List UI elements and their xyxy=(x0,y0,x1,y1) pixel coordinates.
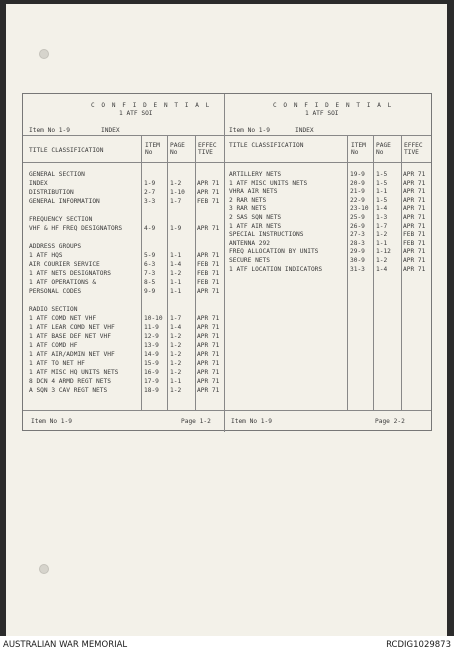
index-cell-title: SPECIAL INSTRUCTIONS xyxy=(229,231,304,239)
left-footer-page: Page 1-2 xyxy=(181,418,211,425)
index-cell-page: 1-2 xyxy=(170,360,182,367)
index-cell-page: 1-5 xyxy=(376,196,388,204)
index-cell-item: 11-9 xyxy=(144,324,159,331)
index-cell-page: 1-4 xyxy=(170,324,182,331)
index-cell-eff: APR 71 xyxy=(197,387,220,394)
index-cell-item: 1-9 xyxy=(144,180,156,187)
index-cell-title: 1 ATF COMD NET VHF xyxy=(29,315,97,322)
index-cell-title: 1 ATF LOCATION INDICATORS xyxy=(229,265,323,273)
index-cell-page: 1-2 xyxy=(170,333,182,340)
left-soi-subtitle: 1 ATF SOI xyxy=(119,110,153,117)
index-table xyxy=(22,93,432,431)
index-cell-page: 1-4 xyxy=(376,265,388,273)
index-cell-item: 19-9 xyxy=(350,171,365,178)
index-cell-page: 1-1 xyxy=(170,378,182,385)
index-cell-eff: APR 71 xyxy=(197,180,220,187)
index-cell-title: A SQN 3 CAV REGT NETS xyxy=(29,387,108,394)
left-col-title-header: TITLE CLASSIFICATION xyxy=(29,147,104,154)
index-cell-title: 1 ATF MISC UNITS NETS xyxy=(229,179,308,187)
index-cell-title: GENERAL SECTION xyxy=(29,171,85,178)
right-footer-item: Item No 1-9 xyxy=(231,418,272,425)
right-col-effective-header: EFFEC TIVE xyxy=(404,142,423,156)
index-cell-page: 1-5 xyxy=(376,171,388,178)
index-cell-page: 1-1 xyxy=(170,252,182,259)
index-cell-title: INDEX xyxy=(29,180,48,187)
header-rule xyxy=(23,135,431,136)
index-cell-title: 1 ATF TO NET HF xyxy=(29,360,85,367)
index-cell-eff: FEB 71 xyxy=(197,279,220,286)
index-cell-title: 1 ATF MISC HQ UNITS NETS xyxy=(29,369,119,376)
index-cell-title: VHRA AIR NETS xyxy=(229,188,278,196)
index-cell-item: 5-9 xyxy=(144,252,156,259)
index-cell-title: ANTENNA 292 xyxy=(229,239,270,247)
left-index-label: INDEX xyxy=(101,127,120,134)
index-cell-page: 1-12 xyxy=(376,248,391,256)
right-confidential-heading: C O N F I D E N T I A L xyxy=(273,102,393,109)
index-cell-item: 10-10 xyxy=(144,315,163,322)
index-cell-page: 1-2 xyxy=(170,342,182,349)
right-soi-subtitle: 1 ATF SOI xyxy=(305,110,339,117)
index-cell-item: 2-7 xyxy=(144,189,156,196)
index-cell-item: 30-9 xyxy=(350,257,365,264)
index-cell-page: 1-9 xyxy=(170,225,182,232)
index-cell-page: 1-1 xyxy=(376,188,388,196)
index-cell-eff: APR 71 xyxy=(197,333,220,340)
center-divider xyxy=(224,94,225,432)
index-cell-page: 1-7 xyxy=(376,222,388,230)
punch-hole xyxy=(39,564,49,574)
index-cell-page: 1-2 xyxy=(376,257,388,264)
index-cell-title: 1 ATF LEAR COMD NET VHF xyxy=(29,324,115,331)
archive-footer xyxy=(0,636,454,654)
index-cell-title: VHF & HF FREQ DESIGNATORS xyxy=(29,225,123,232)
index-cell-page: 1-7 xyxy=(170,315,182,322)
left-confidential-heading: C O N F I D E N T I A L xyxy=(91,102,211,109)
index-cell-page: 1-1 xyxy=(170,288,182,295)
index-cell-item: 12-9 xyxy=(144,333,159,340)
index-cell-eff: APR 71 xyxy=(197,342,220,349)
index-cell-title: SECURE NETS xyxy=(229,257,270,264)
index-cell-title: 3 RAR NETS xyxy=(229,205,267,213)
index-cell-title: 2 SAS SQN NETS xyxy=(229,214,282,221)
index-cell-eff: APR 71 xyxy=(403,179,426,187)
index-cell-title: 1 ATF OPERATIONS & xyxy=(29,279,97,286)
index-cell-title: 1 ATF NETS DESIGNATORS xyxy=(29,270,111,277)
left-footer-item: Item No 1-9 xyxy=(31,418,72,425)
index-cell-title: ADDRESS GROUPS xyxy=(29,243,82,250)
index-cell-page: 1-5 xyxy=(376,179,388,187)
index-cell-item: 8-5 xyxy=(144,279,156,286)
index-cell-title: DISTRIBUTION xyxy=(29,189,74,196)
index-cell-eff: APR 71 xyxy=(197,369,220,376)
index-cell-item: 9-9 xyxy=(144,288,156,295)
index-cell-item: 27-3 xyxy=(350,231,365,239)
index-cell-page: 1-1 xyxy=(376,239,388,247)
column-divider xyxy=(195,135,196,410)
archive-source: AUSTRALIAN WAR MEMORIAL xyxy=(3,640,128,650)
index-cell-eff: APR 71 xyxy=(197,360,220,367)
index-cell-eff: APR 71 xyxy=(403,214,426,221)
index-cell-title: GENERAL INFORMATION xyxy=(29,198,100,205)
index-cell-eff: APR 71 xyxy=(403,196,426,204)
index-cell-eff: APR 71 xyxy=(403,257,426,264)
index-cell-title: 1 ATF AIR/ADMIN NET VHF xyxy=(29,351,115,358)
index-cell-item: 16-9 xyxy=(144,369,159,376)
index-cell-item: 21-9 xyxy=(350,188,365,196)
index-cell-eff: APR 71 xyxy=(197,378,220,385)
column-divider xyxy=(167,135,168,410)
column-header-rule xyxy=(23,162,431,163)
index-cell-eff: APR 71 xyxy=(197,288,220,295)
right-footer-page: Page 2-2 xyxy=(375,418,405,425)
index-cell-title: FREQ ALLOCATION BY UNITS xyxy=(229,248,319,256)
index-cell-eff: APR 71 xyxy=(403,248,426,256)
index-cell-title: RADIO SECTION xyxy=(29,306,78,313)
index-cell-eff: APR 71 xyxy=(197,351,220,358)
index-cell-item: 26-9 xyxy=(350,222,365,230)
index-cell-eff: FEB 71 xyxy=(403,231,426,239)
index-cell-page: 1-2 xyxy=(170,180,182,187)
index-cell-item: 7-3 xyxy=(144,270,156,277)
index-cell-page: 1-3 xyxy=(376,214,388,221)
index-cell-item: 3-3 xyxy=(144,198,156,205)
index-cell-page: 1-2 xyxy=(376,231,388,239)
index-cell-eff: APR 71 xyxy=(403,265,426,273)
index-cell-page: 1-2 xyxy=(170,270,182,277)
right-index-label: INDEX xyxy=(295,127,314,134)
index-cell-page: 1-2 xyxy=(170,369,182,376)
left-col-item-header: ITEM No xyxy=(145,142,160,156)
right-col-item-header: ITEM No xyxy=(351,142,366,156)
column-divider xyxy=(141,135,142,410)
index-cell-item: 13-9 xyxy=(144,342,159,349)
index-cell-page: 1-1 xyxy=(170,279,182,286)
footer-rule xyxy=(23,410,431,411)
left-col-page-header: PAGE No xyxy=(170,142,185,156)
index-cell-page: 1-2 xyxy=(170,387,182,394)
right-item-number: Item No 1-9 xyxy=(229,127,270,134)
index-cell-title: 8 DCN 4 ARMD REGT NETS xyxy=(29,378,111,385)
index-cell-item: 31-3 xyxy=(350,265,365,273)
left-col-effective-header: EFFEC TIVE xyxy=(198,142,217,156)
index-cell-item: 23-10 xyxy=(350,205,369,213)
index-cell-eff: APR 71 xyxy=(403,188,426,196)
column-divider xyxy=(401,135,402,410)
index-cell-eff: APR 71 xyxy=(403,222,426,230)
index-cell-title: PERSONAL CODES xyxy=(29,288,82,295)
index-cell-eff: APR 71 xyxy=(403,205,426,213)
index-cell-item: 4-9 xyxy=(144,225,156,232)
index-cell-title: 1 ATF HQS xyxy=(29,252,63,259)
index-cell-page: 1-2 xyxy=(170,351,182,358)
index-cell-item: 14-9 xyxy=(144,351,159,358)
index-cell-item: 20-9 xyxy=(350,179,365,187)
index-cell-item: 17-9 xyxy=(144,378,159,385)
column-divider xyxy=(373,135,374,410)
index-cell-title: AIR COURIER SERVICE xyxy=(29,261,100,268)
left-item-number: Item No 1-9 xyxy=(29,127,70,134)
archive-reference: RCDIG1029873 xyxy=(386,640,451,650)
index-cell-title: FREQUENCY SECTION xyxy=(29,216,93,223)
index-cell-eff: APR 71 xyxy=(403,171,426,178)
index-cell-title: 1 ATF COMD HF xyxy=(29,342,78,349)
index-cell-eff: APR 71 xyxy=(197,324,220,331)
index-cell-item: 6-3 xyxy=(144,261,156,268)
punch-hole xyxy=(39,49,49,59)
index-cell-title: 1 ATF AIR NETS xyxy=(229,222,282,230)
index-cell-title: ARTILLERY NETS xyxy=(229,171,282,178)
index-cell-eff: FEB 71 xyxy=(197,261,220,268)
index-cell-eff: FEB 71 xyxy=(403,239,426,247)
index-cell-item: 29-9 xyxy=(350,248,365,256)
index-cell-title: 2 RAR NETS xyxy=(229,196,267,204)
index-cell-item: 22-9 xyxy=(350,196,365,204)
index-cell-title: 1 ATF BASE DEF NET VHF xyxy=(29,333,111,340)
index-cell-page: 1-4 xyxy=(376,205,388,213)
index-cell-eff: APR 71 xyxy=(197,225,220,232)
index-cell-item: 15-9 xyxy=(144,360,159,367)
index-cell-item: 28-3 xyxy=(350,239,365,247)
index-cell-eff: APR 71 xyxy=(197,189,220,196)
index-cell-page: 1-7 xyxy=(170,198,182,205)
index-cell-eff: FEB 71 xyxy=(197,198,220,205)
column-divider xyxy=(347,135,348,410)
index-cell-item: 25-9 xyxy=(350,214,365,221)
index-cell-page: 1-4 xyxy=(170,261,182,268)
right-col-page-header: PAGE No xyxy=(376,142,391,156)
index-cell-eff: APR 71 xyxy=(197,252,220,259)
index-cell-eff: APR 71 xyxy=(197,315,220,322)
index-cell-item: 18-9 xyxy=(144,387,159,394)
index-cell-page: 1-10 xyxy=(170,189,185,196)
index-cell-eff: FEB 71 xyxy=(197,270,220,277)
right-col-title-header: TITLE CLASSIFICATION xyxy=(229,142,304,149)
